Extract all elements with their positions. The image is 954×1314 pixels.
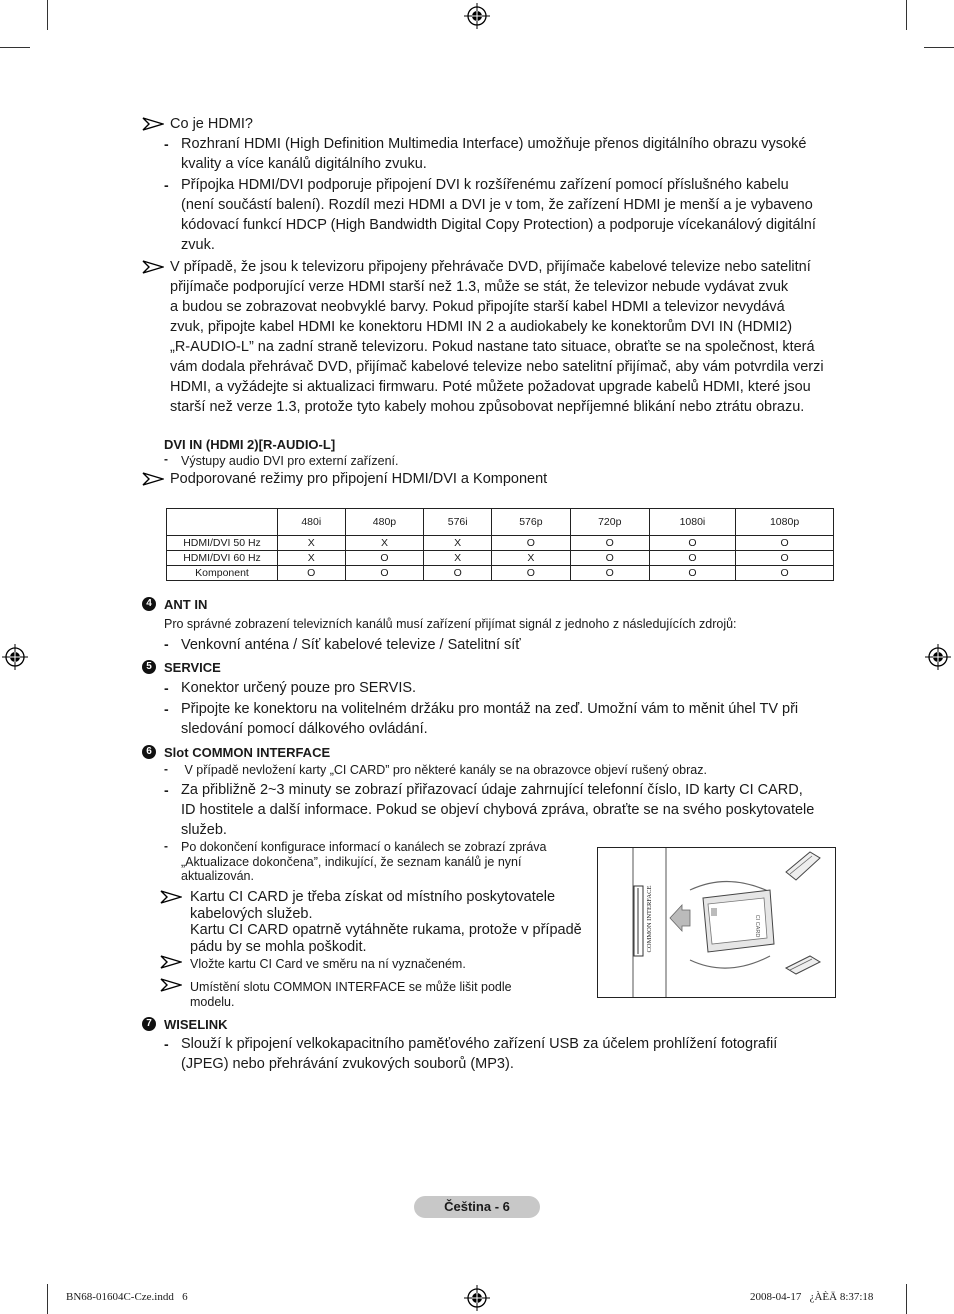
note-arrow-icon	[160, 955, 182, 969]
table-cell: X	[278, 536, 346, 551]
card-label-wrapper	[752, 906, 762, 946]
table-cell: O	[278, 566, 346, 581]
table-row-label: HDMI/DVI 60 Hz	[167, 551, 278, 566]
common-interface-slot-label: COMMON INTERFACE	[646, 885, 653, 953]
ci-bullet-1: V případě nevložení karty „CI CARD” pro některé kanály se na obrazovce objeví rušený obraz.	[181, 763, 707, 777]
table-cell: O	[649, 551, 735, 566]
registration-mark-icon	[2, 644, 28, 670]
bullet-dash: -	[164, 636, 169, 652]
bullet-dash: -	[164, 177, 169, 193]
hdmi-question: Co je HDMI?	[170, 116, 253, 132]
footer-file-name: BN68-01604C-Cze.indd 6	[66, 1291, 188, 1303]
table-cell: O	[649, 536, 735, 551]
service-bullet-1: Konektor určený pouze pro SERVIS.	[181, 680, 417, 696]
table-cell: O	[570, 536, 649, 551]
table-cell: O	[491, 566, 570, 581]
table-column-header: 480i	[278, 509, 346, 536]
note-arrow-icon	[142, 260, 164, 274]
section-number-badge: 6	[142, 745, 156, 759]
table-cell: O	[345, 551, 424, 566]
note-arrow-icon	[160, 978, 182, 992]
ant-bullet-1: Venkovní anténa / Síť kabelové televize / Satelitní síť	[181, 637, 521, 653]
ci-note-1: Kartu CI CARD je třeba získat od místního poskytovatele kabelových služeb. Kartu CI CARD opatrně vytáhněte rukama, protože v případě pádu by se mohla poškodit.	[190, 889, 582, 955]
bullet-dash: -	[164, 839, 168, 853]
section-number-badge: 5	[142, 660, 156, 674]
ci-card-label: CI CARD	[754, 914, 760, 938]
bullet-dash: -	[164, 452, 168, 466]
table-header-row	[167, 509, 834, 536]
wiselink-heading: WISELINK	[164, 1017, 228, 1032]
crop-mark	[0, 47, 30, 48]
table-column-header: 480p	[345, 509, 424, 536]
table-cell: O	[570, 566, 649, 581]
crop-mark	[906, 0, 907, 30]
table-column-header: 1080p	[736, 509, 834, 536]
table-column-header: 1080i	[649, 509, 735, 536]
table-cell: X	[491, 551, 570, 566]
footer-date: 2008-04-17 ¿ÀÈÄ 8:37:18	[750, 1291, 874, 1303]
table-cell: O	[345, 566, 424, 581]
table-cell: O	[491, 536, 570, 551]
slot-label-wrapper	[644, 879, 656, 959]
ci-heading: Slot COMMON INTERFACE	[164, 745, 331, 760]
wiselink-bullet-1: Slouží k připojení velkokapacitního paměťového zařízení USB za účelem prohlížení fotografií (JPEG) nebo přehrávání zvukových souborů (MP3).	[181, 1036, 778, 1072]
note-arrow-icon	[160, 890, 182, 904]
note-arrow-icon	[142, 117, 164, 131]
dvi-heading: DVI IN (HDMI 2)[R-AUDIO-L]	[164, 437, 336, 452]
crop-mark	[47, 0, 48, 30]
crop-mark	[906, 1284, 907, 1314]
registration-mark-icon	[464, 1285, 490, 1311]
registration-mark-icon	[464, 3, 490, 29]
table-row	[167, 536, 834, 551]
section-number-badge: 7	[142, 1017, 156, 1031]
ant-heading: ANT IN	[164, 597, 208, 612]
table-column-header: 576i	[424, 509, 492, 536]
dvi-bullet-1: Výstupy audio DVI pro externí zařízení.	[181, 454, 399, 468]
hdmi-bullet-1: Rozhraní HDMI (High Definition Multimedia Interface) umožňuje přenos digitálního obrazu vysoké kvality a více kanálů digitálního zvuku.	[181, 136, 807, 172]
table-column-header: 720p	[570, 509, 649, 536]
ci-bullet-3: Po dokončení konfigurace informací o kanálech se zobrazí zpráva „Aktualizace dokončena”, indikující, že seznam kanálů je nyní aktualizován.	[181, 840, 547, 883]
table-row-label: Komponent	[167, 566, 278, 581]
table-row	[167, 566, 834, 581]
table-cell: O	[736, 536, 834, 551]
ci-card-figure	[597, 847, 836, 998]
ant-description: Pro správné zobrazení televizních kanálů musí zařízení přijímat signál z jednoho z následujících zdrojů:	[164, 617, 737, 631]
ci-note-2: Vložte kartu CI Card ve směru na ní vyznačeném.	[190, 957, 466, 971]
bullet-dash: -	[164, 762, 168, 776]
bullet-dash: -	[164, 680, 169, 696]
table-column-header: 576p	[491, 509, 570, 536]
bullet-dash: -	[164, 136, 169, 152]
hdmi-note: V případě, že jsou k televizoru připojeny přehrávače DVD, přijímače kabelové televize nebo satelitní přijímače podporující verze HDMI starší než 1.3, může se stát, že televizor nebude vydávat zvuk a budou se zobrazovat neobvyklé barvy. Pokud připojíte starší kabel HDMI a televizor nevydává zvuk, připojte kabel HDMI ke konektoru HDMI IN 2 a audiokabely ke konektorům DVI IN (HDMI2) „R-AUDIO-L” na zadní straně televizoru. Pokud nastane tato situace, obraťte se na společnost, která vám dodala přehrávač DVD, přijímač kabelové televize nebo satelitní přijímač, aby vám potvrdila verzi HDMI, a vyžádejte si aktualizaci firmwaru. Poté můžete požadovat upgrade kabelů HDMI, které jsou starší než verze 1.3, protože tyto kabely mohou způsobovat nepříjemné blikání nebo ztrátu obrazu.	[170, 259, 824, 415]
ci-card-illustration	[598, 848, 835, 997]
ci-bullet-2: Za přibližně 2~3 minuty se zobrazí přiřazovací údaje zahrnující telefonní číslo, ID karty CI CARD, ID hostitele a další informace. Pokud se objeví chybová zpráva, obraťte se na svého poskytovatele služeb.	[181, 782, 815, 838]
ci-note-3: Umístění slotu COMMON INTERFACE se může lišit podle modelu.	[190, 980, 512, 1009]
page-number-badge: Čeština - 6	[414, 1196, 540, 1218]
modes-table	[166, 508, 834, 581]
table-corner-cell	[167, 509, 278, 536]
section-number-badge: 4	[142, 597, 156, 611]
bullet-dash: -	[164, 782, 169, 798]
table-cell: X	[345, 536, 424, 551]
dvi-note: Podporované režimy pro připojení HDMI/DVI a Komponent	[170, 471, 548, 487]
hdmi-bullet-2: Přípojka HDMI/DVI podporuje připojení DVI k rozšířenému zařízení pomocí příslušného kabelu (není součástí balení). Rozdíl mezi HDMI a DVI je v tom, že zařízení HDMI je menší a je vybaveno kódovací funkcí HDCP (High Bandwidth Digital Copy Protection) a podporuje vícekanálový digitální zvuk.	[181, 177, 816, 253]
table-cell: X	[278, 551, 346, 566]
bullet-dash: -	[164, 701, 169, 717]
service-bullet-2: Připojte ke konektoru na volitelném držáku pro montáž na zeď. Umožní vám to měnit úhel TV při sledování pomocí dálkového ovládání.	[181, 701, 799, 737]
registration-mark-icon	[925, 644, 951, 670]
table-cell: O	[570, 551, 649, 566]
crop-mark	[924, 47, 954, 48]
table-cell: O	[424, 566, 492, 581]
crop-mark	[47, 1284, 48, 1314]
table-row	[167, 551, 834, 566]
table-cell: X	[424, 551, 492, 566]
service-heading: SERVICE	[164, 660, 221, 675]
bullet-dash: -	[164, 1036, 169, 1052]
table-cell: O	[736, 566, 834, 581]
table-row-label: HDMI/DVI 50 Hz	[167, 536, 278, 551]
table-cell: O	[736, 551, 834, 566]
table-cell: O	[649, 566, 735, 581]
note-arrow-icon	[142, 472, 164, 486]
table-cell: X	[424, 536, 492, 551]
